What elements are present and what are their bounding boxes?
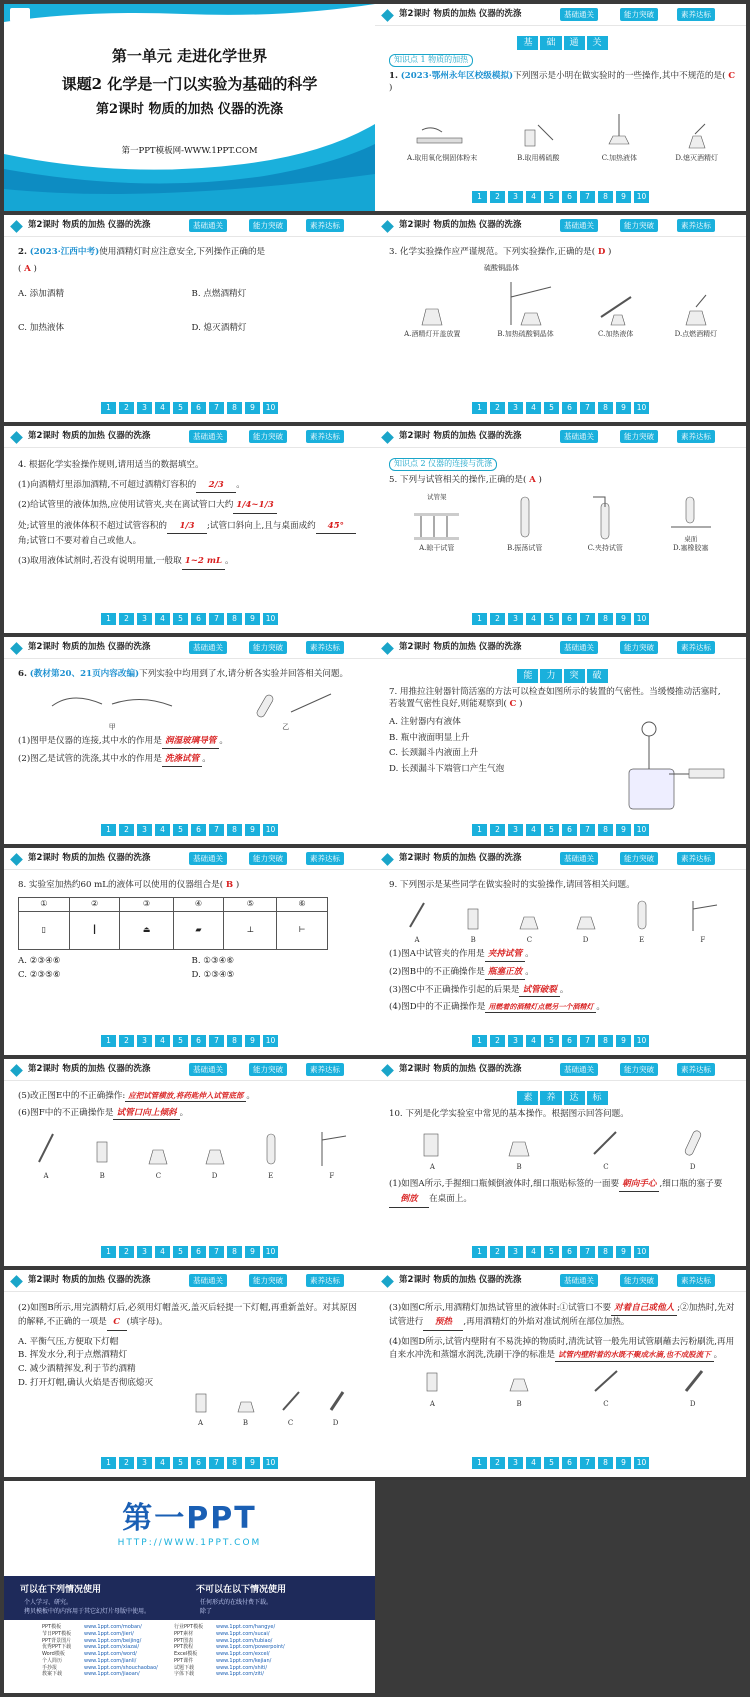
header-title: 第2课时 物质的加热 仪器的洗涤 <box>399 1275 522 1285</box>
promo-footer: 可以在下列情况使用 个人学习、研究。 拷贝模板中的内容用于其它幻灯片母版中使用。 不可以在以下情况使用 任何形式的在线付费下载。 除了 PPT模板 节日PPT模板 PPT背景图片 优秀PPT下载 Word模板 个人简历 手抄报 教案下载 www.1ppt.com/moban/ www.1ppt.com/jieri/ www.1ppt.com/beijing/ www.1ppt.com/xiazai/ www.1ppt.com/word/ www.1ppt.com/jianli/ www.1ppt.com/shouchaobao/ www.1ppt.com/jiaoan/ 行业PPT模板 PPT素材 PPT图表 PPT教程 Excel模板 PPT课件 试题下载 字体下载 www.1ppt.com/hangye/ www.1ppt.com/sucai/ www.1ppt.com/tubiao/ www.1ppt.com/powerpoint/ www.1ppt.com/excel/ www.1ppt.com/kejian/ www.1ppt.com/shiti/ www.1ppt.com/ziti/ <box>4 1576 375 1693</box>
page-7[interactable]: 7 <box>209 402 224 414</box>
header-title: 第2课时 物质的加热 仪器的洗涤 <box>399 220 522 230</box>
page-9[interactable]: 9 <box>245 613 260 625</box>
nav-ability-button[interactable]: 能力突破 <box>249 852 287 865</box>
page-10[interactable]: 10 <box>634 191 649 203</box>
slide-5: 第2课时 物质的加热 仪器的洗涤 基础通关 能力突破 素养达标 4. 根据化学实验操作规则,请用适当的数据填空。 (1)向酒精灯里添加酒精,不可超过酒精灯容积的 2/3 。 (2)给试管里的液体加热,应使用试管夹,夹在离试管口大约 1/4~1/3 处;试管里的液体体积不超过试管容积的 1/3 ;试管口斜向上,且与桌面成约 45°角;试管口不要对着自己或他人。 (3)取用液体试剂时,若没有说明用量,一般取 1~2 mL 。 1 2 3 4 5 6 7 8 9 10 <box>4 426 375 633</box>
cover-unit: 第一单元 走进化学世界 <box>111 47 268 65</box>
nav-ability-button[interactable]: 能力突破 <box>620 8 658 21</box>
page-1[interactable]: 1 <box>472 1246 487 1258</box>
promo-logo: 第一PPT <box>122 1501 257 1536</box>
page-4[interactable]: 4 <box>526 1035 541 1047</box>
nav-literacy-button[interactable]: 素养达标 <box>677 219 715 232</box>
page-3[interactable]: 3 <box>137 1246 152 1258</box>
page-7[interactable]: 7 <box>580 1246 595 1258</box>
page-5[interactable]: 5 <box>544 402 559 414</box>
question-3: 3. 化学实验操作应严谨规范。下列实验操作,正确的是( D ) <box>389 247 612 257</box>
page-8[interactable]: 8 <box>227 402 242 414</box>
page-5[interactable]: 5 <box>544 1457 559 1469</box>
nav-ability-button[interactable]: 能力突破 <box>620 1063 658 1076</box>
cover-logo <box>10 8 30 22</box>
slide-6 <box>375 426 746 633</box>
diamond-icon <box>381 1064 394 1077</box>
page-2[interactable]: 2 <box>490 824 505 836</box>
page-6[interactable]: 6 <box>562 824 577 836</box>
slide-8 <box>375 637 746 844</box>
page-4[interactable]: 4 <box>526 1246 541 1258</box>
page-4[interactable]: 4 <box>155 1246 170 1258</box>
page-2[interactable]: 2 <box>490 191 505 203</box>
question-10-figures: A B C D <box>389 1126 736 1173</box>
page-6[interactable]: 6 <box>562 1035 577 1047</box>
syringe-apparatus-figure <box>619 719 729 814</box>
slide-13: 第2课时 物质的加热 仪器的洗涤 基础通关 能力突破 素养达标 (2)如图B所示,用完酒精灯后,必须用灯帽盖灭,盖灭后轻提一下灯帽,再重新盖好。对其原因的解释,不正确的一项是 C (填字母)。 A. 平衡气压,方便取下灯帽 B. 挥发水分,利于点燃酒精灯 C. 减少酒精挥发,利于节约酒精 D. 打开灯帽,确认火焰是否彻底熄灭 A B C D 1 2 3 4 5 6 7 8 9 10 <box>4 1270 375 1477</box>
page-1[interactable]: 1 <box>101 824 116 836</box>
page-3[interactable]: 3 <box>137 1457 152 1469</box>
question-9-figures-repeat: A B C D E F <box>18 1128 365 1181</box>
page-2[interactable]: 2 <box>119 1035 134 1047</box>
cover-lesson: 课题2 化学是一门以实验为基础的科学 <box>61 75 318 93</box>
nav-ability-button[interactable]: 能力突破 <box>249 1063 287 1076</box>
question-6: 6. (教材第20、21页内容改编)下列实验中均用到了水,请分析各实验并回答相关问题。 <box>18 669 349 679</box>
nav-basic-button[interactable]: 基础通关 <box>560 8 598 21</box>
page-8[interactable]: 8 <box>227 1035 242 1047</box>
promo-left-title: 可以在下列情况使用 <box>20 1585 102 1595</box>
page-4[interactable]: 4 <box>526 613 541 625</box>
header-title: 第2课时 物质的加热 仪器的洗涤 <box>399 642 522 652</box>
page-10[interactable]: 10 <box>263 1457 278 1469</box>
header-title: 第2课时 物质的加热 仪器的洗涤 <box>399 853 522 863</box>
page-10[interactable]: 10 <box>634 613 649 625</box>
page-1[interactable]: 1 <box>101 1246 116 1258</box>
page-8[interactable]: 8 <box>598 1035 613 1047</box>
pager <box>4 1035 375 1047</box>
page-9[interactable]: 9 <box>616 1246 631 1258</box>
nav-basic-button[interactable]: 基础通关 <box>560 1063 598 1076</box>
promo-urls-a: www.1ppt.com/moban/ www.1ppt.com/jieri/ www.1ppt.com/beijing/ www.1ppt.com/xiazai/ www.1ppt.com/word/ www.1ppt.com/jianli/ www.1ppt.com/shouchaobao/ www.1ppt.com/jiaoan/ <box>84 1624 158 1678</box>
page-9[interactable]: 9 <box>616 1457 631 1469</box>
page-7[interactable]: 7 <box>209 1457 224 1469</box>
pager <box>375 402 746 414</box>
diamond-icon <box>10 853 23 866</box>
page-8[interactable]: 8 <box>227 1246 242 1258</box>
page-1[interactable]: 1 <box>101 1457 116 1469</box>
nav-basic-button[interactable]: 基础通关 <box>560 430 598 443</box>
page-1[interactable]: 1 <box>101 613 116 625</box>
page-5[interactable]: 5 <box>544 1035 559 1047</box>
question-5: 5. 下列与试管相关的操作,正确的是( A ) <box>389 474 542 485</box>
nav-literacy-button[interactable]: 素养达标 <box>306 1063 344 1076</box>
page-10[interactable]: 10 <box>263 613 278 625</box>
question-4: 4. 根据化学实验操作规则,请用适当的数据填空。 <box>18 460 204 470</box>
page-3[interactable]: 3 <box>508 1457 523 1469</box>
pager <box>4 402 375 414</box>
slide-12: 第2课时 物质的加热 仪器的洗涤 基础通关 能力突破 素养达标 素 养 达 标 10. 下列是化学实验室中常见的基本操作。根据图示回答问题。 A B C D (1)如图A所示,手握细口瓶倾倒液体时,细口瓶贴标签的一面要 朝向手心 ,细口瓶的塞子要倒放 在桌面上。 1 2 3 4 5 6 7 8 9 10 <box>375 1059 746 1266</box>
question-9-figures: A B C D E F <box>389 897 736 946</box>
diamond-icon <box>10 220 23 233</box>
pager <box>375 1246 746 1258</box>
page-4[interactable]: 4 <box>526 824 541 836</box>
nav-literacy-button[interactable]: 素养达标 <box>306 1274 344 1287</box>
page-4[interactable]: 4 <box>155 1457 170 1469</box>
diamond-icon <box>10 431 23 444</box>
nav-basic-button[interactable]: 基础通关 <box>189 1063 227 1076</box>
page-10[interactable]: 10 <box>263 402 278 414</box>
page-9[interactable]: 9 <box>245 402 260 414</box>
page-1[interactable]: 1 <box>472 824 487 836</box>
page-7[interactable]: 7 <box>580 402 595 414</box>
page-6[interactable]: 6 <box>191 1035 206 1047</box>
page-10[interactable]: 10 <box>634 1457 649 1469</box>
option-b: B. 点燃酒精灯 <box>191 289 247 300</box>
nav-ability-button[interactable]: 能力突破 <box>249 219 287 232</box>
page-4[interactable]: 4 <box>526 402 541 414</box>
page-2[interactable]: 2 <box>490 1035 505 1047</box>
nav-literacy-button[interactable]: 素养达标 <box>677 852 715 865</box>
cover-period: 第2课时 物质的加热 仪器的洗涤 <box>95 102 284 117</box>
page-6[interactable]: 6 <box>562 191 577 203</box>
page-7[interactable]: 7 <box>580 191 595 203</box>
question-1-figures: A.取用氧化铜固体粉末 B.取用稀硫酸 C.加热液体 D.熄灭酒精灯 <box>389 112 736 163</box>
page-7[interactable]: 7 <box>209 1246 224 1258</box>
nav-literacy-button[interactable]: 素养达标 <box>677 641 715 654</box>
question-2-options <box>18 289 365 334</box>
page-5[interactable]: 5 <box>544 1246 559 1258</box>
page-4[interactable]: 4 <box>155 1035 170 1047</box>
diamond-icon <box>381 9 394 22</box>
question-10-figures-repeat-2: A B C D <box>389 1367 736 1410</box>
diamond-icon <box>10 1275 23 1288</box>
nav-basic-button[interactable]: 基础通关 <box>189 219 227 232</box>
page-2[interactable]: 2 <box>490 613 505 625</box>
cover-site: 第一PPT模板网-WWW.1PPT.COM <box>121 146 258 156</box>
page-3[interactable]: 3 <box>137 1035 152 1047</box>
pager <box>375 824 746 836</box>
header-title: 第2课时 物质的加热 仪器的洗涤 <box>28 1064 151 1074</box>
knowledge-tag: 知识点 1 物质的加热 <box>389 54 473 67</box>
page-6[interactable]: 6 <box>562 1457 577 1469</box>
nav-basic-button[interactable]: 基础通关 <box>560 1274 598 1287</box>
nav-basic-button[interactable]: 基础通关 <box>189 852 227 865</box>
promo-links-a: PPT模板 节日PPT模板 PPT背景图片 优秀PPT下载 Word模板 个人简历 手抄报 教案下载 <box>42 1624 72 1678</box>
page-7[interactable]: 7 <box>209 1035 224 1047</box>
page-2[interactable]: 2 <box>119 613 134 625</box>
page-2[interactable]: 2 <box>119 824 134 836</box>
diamond-icon <box>381 853 394 866</box>
slide-2 <box>375 4 746 211</box>
header-title: 第2课时 物质的加热 仪器的洗涤 <box>28 220 151 230</box>
page-4[interactable]: 4 <box>155 824 170 836</box>
page-7[interactable]: 7 <box>209 824 224 836</box>
header-title: 第2课时 物质的加热 仪器的洗涤 <box>28 853 151 863</box>
page-1[interactable]: 1 <box>472 1457 487 1469</box>
slide-14: 第2课时 物质的加热 仪器的洗涤 基础通关 能力突破 素养达标 (3)如图C所示,用酒精灯加热试管里的液体时:①试管口不要 对着自己或他人 ;②加热时,先对试管进行 预热 ,再用酒精灯的外焰对准试剂所在部位加热。 (4)如图D所示,试管内壁附有不易洗掉的物质时,清洗试管一般先用试管刷蘸去污粉刷洗,再用自来水冲洗和蒸馏水润洗,洗刷干净的标准是 试管内壁附着的水既不聚成水滴,也不成股流下 。 A B C D 1 2 3 4 5 6 7 8 9 10 <box>375 1270 746 1477</box>
question-7: 7. 用推拉注射器针筒活塞的方法可以检查如图所示的装置的气密性。当缓慢推动活塞时,若装置气密性良好,则能观察到( C ) <box>389 687 721 709</box>
page-4[interactable]: 4 <box>155 402 170 414</box>
page-10[interactable]: 10 <box>634 824 649 836</box>
page-8[interactable]: 8 <box>598 402 613 414</box>
option-c: C. 加热液体 <box>18 322 65 333</box>
page-3[interactable]: 3 <box>508 613 523 625</box>
header-title: 第2课时 物质的加热 仪器的洗涤 <box>399 9 522 19</box>
page-4[interactable]: 4 <box>155 613 170 625</box>
question-10-figures-repeat: A B C D <box>178 1388 358 1429</box>
nav-literacy-button[interactable]: 素养达标 <box>306 641 344 654</box>
slide-cover <box>4 4 375 211</box>
page-7[interactable]: 7 <box>580 613 595 625</box>
nav-ability-button[interactable]: 能力突破 <box>249 641 287 654</box>
nav-ability-button[interactable]: 能力突破 <box>620 852 658 865</box>
slide-promo <box>4 1481 375 1693</box>
page-10[interactable]: 10 <box>634 1035 649 1047</box>
page-6[interactable]: 6 <box>562 613 577 625</box>
page-5[interactable]: 5 <box>173 1246 188 1258</box>
diamond-icon <box>381 1275 394 1288</box>
page-1[interactable]: 1 <box>472 191 487 203</box>
page-1[interactable]: 1 <box>101 402 116 414</box>
nav-basic-button[interactable]: 基础通关 <box>560 852 598 865</box>
section-title: 基 础 通 关 <box>389 36 736 50</box>
nav-literacy-button[interactable]: 素养达标 <box>306 430 344 443</box>
page-9[interactable]: 9 <box>616 824 631 836</box>
page-7[interactable]: 7 <box>209 613 224 625</box>
page-1[interactable]: 1 <box>472 1035 487 1047</box>
page-8[interactable]: 8 <box>227 824 242 836</box>
page-10[interactable]: 10 <box>263 824 278 836</box>
nav-ability-button[interactable]: 能力突破 <box>620 219 658 232</box>
page-1[interactable]: 1 <box>472 613 487 625</box>
page-3[interactable]: 3 <box>137 613 152 625</box>
header-title: 第2课时 物质的加热 仪器的洗涤 <box>28 1275 151 1285</box>
page-1[interactable]: 1 <box>472 402 487 414</box>
page-5[interactable]: 5 <box>544 613 559 625</box>
page-6[interactable]: 6 <box>191 402 206 414</box>
page-6[interactable]: 6 <box>191 1246 206 1258</box>
page-2[interactable]: 2 <box>119 402 134 414</box>
question-8-options: A. ②③④⑥ B. ①③④⑥ C. ②③⑤⑥ D. ①③④⑤ <box>18 955 235 981</box>
page-2[interactable]: 2 <box>490 1246 505 1258</box>
page-9[interactable]: 9 <box>616 191 631 203</box>
section-title: 素 养 达 标 <box>389 1091 736 1105</box>
diamond-icon <box>10 1064 23 1077</box>
page-3[interactable]: 3 <box>508 402 523 414</box>
page-4[interactable]: 4 <box>526 191 541 203</box>
nav-ability-button[interactable]: 能力突破 <box>620 1274 658 1287</box>
nav-basic-button[interactable]: 基础通关 <box>560 641 598 654</box>
page-10[interactable]: 10 <box>263 1035 278 1047</box>
page-9[interactable]: 9 <box>616 402 631 414</box>
promo-logo-area <box>4 1481 375 1576</box>
nav-basic-button[interactable]: 基础通关 <box>189 1274 227 1287</box>
page-10[interactable]: 10 <box>634 1246 649 1258</box>
knowledge-tag: 知识点 2 仪器的连接与洗涤 <box>389 458 497 471</box>
page-6[interactable]: 6 <box>562 402 577 414</box>
page-9[interactable]: 9 <box>616 1035 631 1047</box>
pager <box>375 1035 746 1047</box>
page-3[interactable]: 3 <box>508 1246 523 1258</box>
diamond-icon <box>381 642 394 655</box>
figure-label: 硫酸铜晶体 <box>484 263 519 272</box>
page-10[interactable]: 10 <box>634 402 649 414</box>
page-9[interactable]: 9 <box>245 1246 260 1258</box>
slide-10: 第2课时 物质的加热 仪器的洗涤 基础通关 能力突破 素养达标 9. 下列图示是某些同学在做实验时的实验操作,请回答相关问题。 A B C D E F (1)图A中试管夹的作用是 夹持试管 。 (2)图B中的不正确操作是 瓶塞正放 。 (3)图C中不正确操作引起的后果是 试管破裂 。 (4)图D中的不正确操作是 用燃着的酒精灯点燃另一个酒精灯 。 1 2 3 4 5 6 7 8 9 10 <box>375 848 746 1055</box>
diamond-icon <box>381 220 394 233</box>
page-3[interactable]: 3 <box>508 1035 523 1047</box>
pager <box>375 613 746 625</box>
option-a: A. 添加酒精 <box>18 289 65 300</box>
page-8[interactable]: 8 <box>598 1246 613 1258</box>
nav-ability-button[interactable]: 能力突破 <box>620 641 658 654</box>
page-5[interactable]: 5 <box>173 1035 188 1047</box>
page-10[interactable]: 10 <box>263 1246 278 1258</box>
pager <box>375 191 746 203</box>
slide-11: 第2课时 物质的加热 仪器的洗涤 基础通关 能力突破 素养达标 (5)改正图E中的不正确操作: 应把试管横放,将药匙伸入试管底部 。 (6)图F中的不正确操作是 试管口向上倾斜 。 A B C D E F 1 2 3 4 5 6 7 8 9 10 <box>4 1059 375 1266</box>
header-title: 第2课时 物质的加热 仪器的洗涤 <box>28 642 151 652</box>
page-8[interactable]: 8 <box>598 613 613 625</box>
nav-literacy-button[interactable]: 素养达标 <box>306 852 344 865</box>
pager <box>4 613 375 625</box>
page-2[interactable]: 2 <box>490 1457 505 1469</box>
pager <box>375 1457 746 1469</box>
question-2: 2. (2023·江西中考)使用酒精灯时应注意安全,下列操作正确的是 <box>18 247 266 257</box>
page-8[interactable]: 8 <box>227 1457 242 1469</box>
page-2[interactable]: 2 <box>119 1246 134 1258</box>
header-title: 第2课时 物质的加热 仪器的洗涤 <box>28 431 151 441</box>
page-5[interactable]: 5 <box>544 191 559 203</box>
nav-literacy-button[interactable]: 素养达标 <box>306 219 344 232</box>
page-9[interactable]: 9 <box>245 1035 260 1047</box>
page-9[interactable]: 9 <box>616 613 631 625</box>
question-5-figures: 试管架 A.晾干试管 B.振荡试管 C.夹持试管 桌面 D.塞橡胶塞 <box>389 491 736 553</box>
page-5[interactable]: 5 <box>173 402 188 414</box>
diamond-icon <box>381 431 394 444</box>
promo-links-b: 行业PPT模板 PPT素材 PPT图表 PPT教程 Excel模板 PPT课件 试题下载 字体下载 <box>174 1624 204 1678</box>
page-8[interactable]: 8 <box>227 613 242 625</box>
header-title: 第2课时 物质的加热 仪器的洗涤 <box>399 1064 522 1074</box>
promo-url[interactable]: HTTP://WWW.1PPT.COM <box>117 1538 262 1548</box>
pager <box>4 1457 375 1469</box>
page-8[interactable]: 8 <box>598 191 613 203</box>
nav-basic-button[interactable]: 基础通关 <box>189 430 227 443</box>
page-5[interactable]: 5 <box>173 613 188 625</box>
nav-ability-button[interactable]: 能力突破 <box>249 430 287 443</box>
page-8[interactable]: 8 <box>598 1457 613 1469</box>
section-title: 能 力 突 破 <box>389 669 736 683</box>
instrument-table: ① ② ③ ④ ⑤ ⑥ ▯ ┃ ⏏ ▰ ⊥ ⊢ <box>18 897 328 950</box>
page-9[interactable]: 9 <box>245 1457 260 1469</box>
page-4[interactable]: 4 <box>526 1457 541 1469</box>
page-7[interactable]: 7 <box>580 1457 595 1469</box>
question-1: 1. (2023·鄂州永年区校级模拟)下列图示是小明在做实验时的一些操作,其中不规范的是( C ) <box>389 70 736 93</box>
nav-ability-button[interactable]: 能力突破 <box>249 1274 287 1287</box>
page-3[interactable]: 3 <box>508 824 523 836</box>
page-6[interactable]: 6 <box>191 824 206 836</box>
question-8: 8. 实验室加热约60 mL的液体可以使用的仪器组合是( B ) <box>18 880 240 890</box>
header-title: 第2课时 物质的加热 仪器的洗涤 <box>399 431 522 441</box>
page-3[interactable]: 3 <box>137 402 152 414</box>
page-3[interactable]: 3 <box>137 824 152 836</box>
page-6[interactable]: 6 <box>562 1246 577 1258</box>
nav-literacy-button[interactable]: 素养达标 <box>677 8 715 21</box>
page-7[interactable]: 7 <box>580 1035 595 1047</box>
question-9: 9. 下列图示是某些同学在做实验时的实验操作,请回答相关问题。 <box>389 880 635 890</box>
nav-literacy-button[interactable]: 素养达标 <box>677 430 715 443</box>
nav-literacy-button[interactable]: 素养达标 <box>677 1063 715 1076</box>
page-3[interactable]: 3 <box>508 191 523 203</box>
slide-3: 第2课时 物质的加热 仪器的洗涤 基础通关 能力突破 素养达标 2. (2023·江西中考)使用酒精灯时应注意安全,下列操作正确的是 ( A ) A. 添加酒精 B. 点燃酒精灯 C. 加热液体 D. 熄灭酒精灯 1 2 3 4 5 6 7 8 9 10 <box>4 215 375 422</box>
pager <box>4 1246 375 1258</box>
page-8[interactable]: 8 <box>598 824 613 836</box>
question-3-figures: A.酒精灯开盖放置 B.加热硫酸铜晶体 C.加热液体 D.点燃酒精灯 <box>389 277 736 340</box>
page-9[interactable]: 9 <box>245 824 260 836</box>
page-5[interactable]: 5 <box>173 824 188 836</box>
question-6-figures: 甲 乙 <box>18 686 365 733</box>
promo-urls-b: www.1ppt.com/hangye/ www.1ppt.com/sucai/ www.1ppt.com/tubiao/ www.1ppt.com/powerpoint/ www.1ppt.com/excel/ www.1ppt.com/kejian/ www.1ppt.com/shiti/ www.1ppt.com/ziti/ <box>216 1624 285 1678</box>
promo-right-title: 不可以在以下情况使用 <box>196 1585 287 1595</box>
page-6[interactable]: 6 <box>191 1457 206 1469</box>
nav-literacy-button[interactable]: 素养达标 <box>677 1274 715 1287</box>
pager <box>4 824 375 836</box>
nav-basic-button[interactable]: 基础通关 <box>560 219 598 232</box>
page-1[interactable]: 1 <box>101 1035 116 1047</box>
option-d: D. 熄灭酒精灯 <box>191 322 247 333</box>
nav-ability-button[interactable]: 能力突破 <box>620 430 658 443</box>
page-7[interactable]: 7 <box>580 824 595 836</box>
diamond-icon <box>10 642 23 655</box>
page-2[interactable]: 2 <box>490 402 505 414</box>
slide-4 <box>375 215 746 422</box>
page-5[interactable]: 5 <box>544 824 559 836</box>
page-5[interactable]: 5 <box>173 1457 188 1469</box>
nav-basic-button[interactable]: 基础通关 <box>189 641 227 654</box>
slide-9 <box>4 848 375 1055</box>
question-7-options: A. 注射器内有液体 B. 瓶中液面明显上升 C. 长颈漏斗内液面上升 D. 长颈漏斗下端管口产生气泡 <box>389 717 505 774</box>
slide-7: 第2课时 物质的加热 仪器的洗涤 基础通关 能力突破 素养达标 6. (教材第20、21页内容改编)下列实验中均用到了水,请分析各实验并回答相关问题。 甲 乙 (1)图甲是仪器的连接,其中水的作用是 润湿玻璃导管 。 (2)图乙是试管的洗涤,其中水的作用是 洗涤试管 。 1 2 3 4 5 6 7 8 9 10 <box>4 637 375 844</box>
page-6[interactable]: 6 <box>191 613 206 625</box>
page-2[interactable]: 2 <box>119 1457 134 1469</box>
question-10: 10. 下列是化学实验室中常见的基本操作。根据图示回答问题。 <box>389 1109 629 1120</box>
